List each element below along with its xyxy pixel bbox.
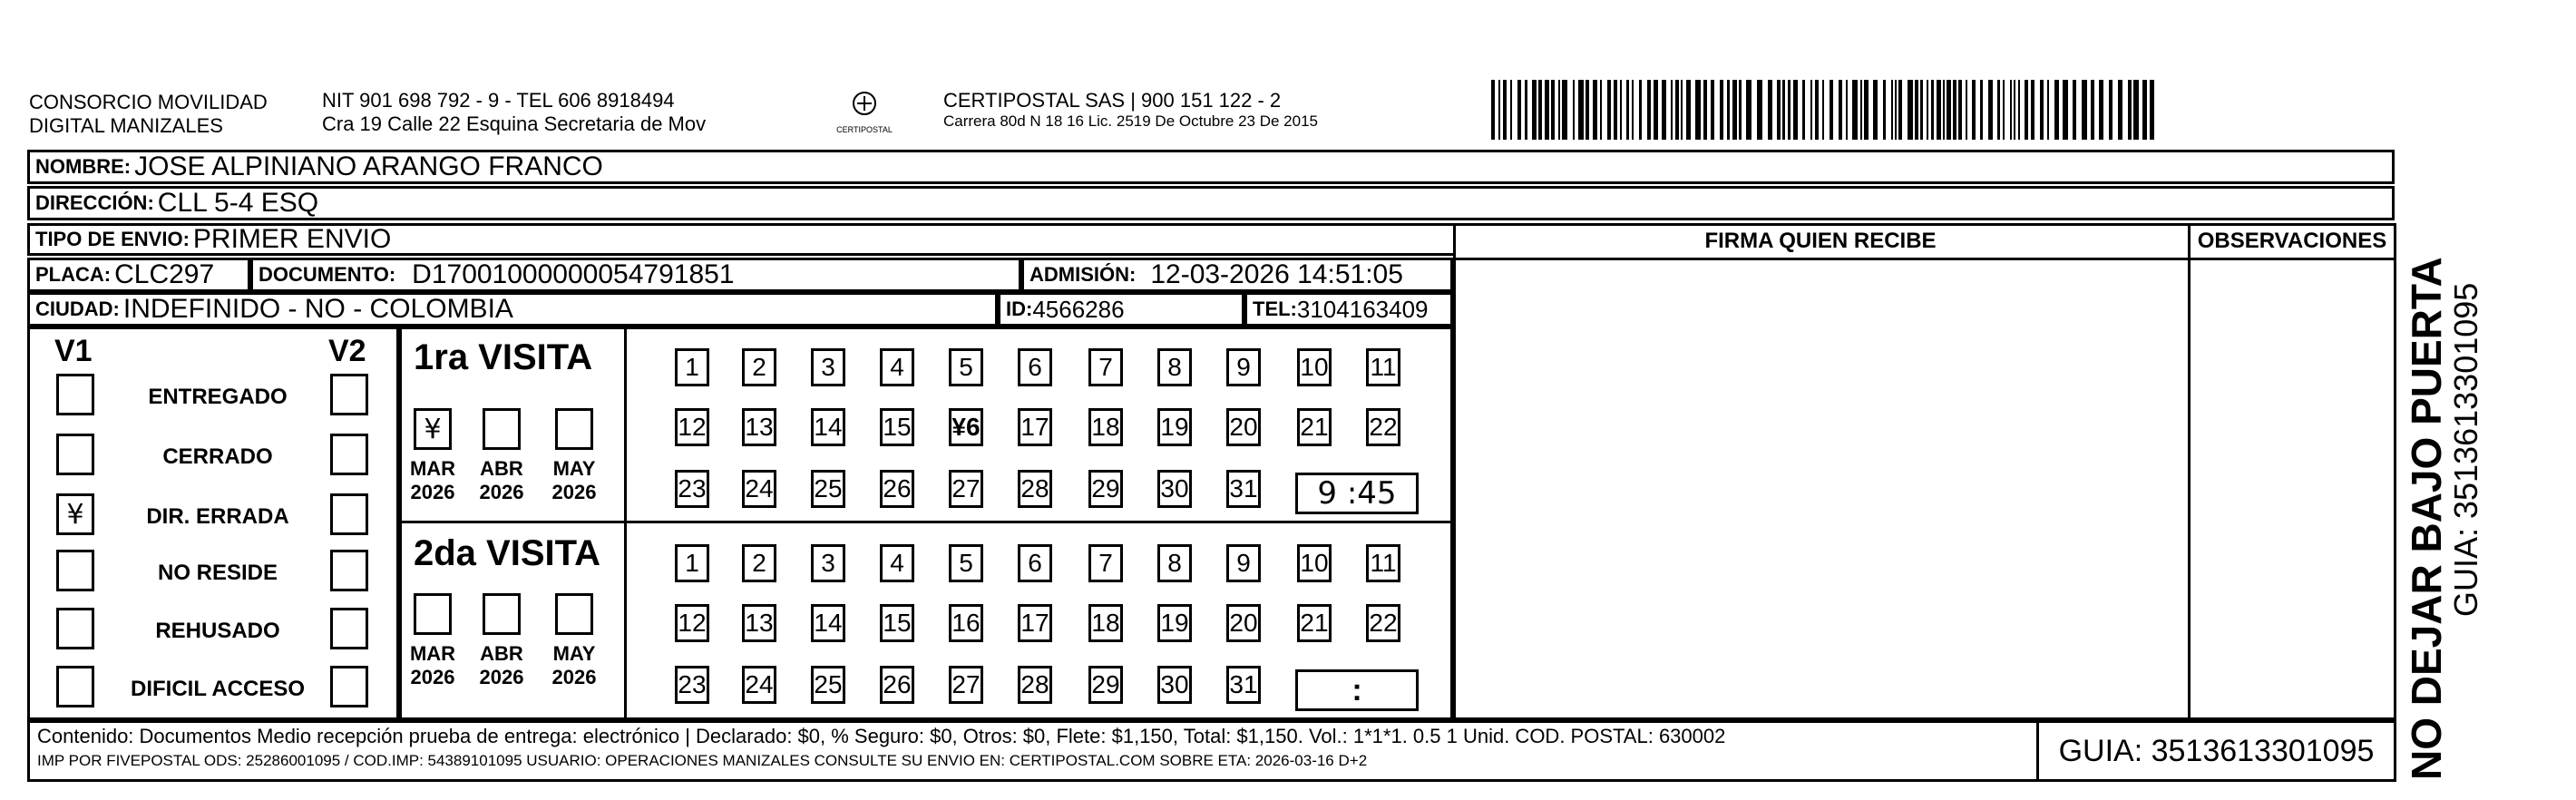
barcode-bar <box>1931 80 1934 140</box>
barcode-bar <box>2031 80 2034 140</box>
day-box[interactable]: 12 <box>675 604 709 642</box>
company-line1: CONSORCIO MOVILIDAD <box>29 91 268 113</box>
barcode-bar <box>1578 80 1584 140</box>
barcode-bar <box>1593 80 1597 140</box>
day-box[interactable]: 25 <box>811 666 845 704</box>
month-name: MAR <box>409 642 456 665</box>
day-box[interactable]: 27 <box>949 666 983 704</box>
day-box[interactable]: 30 <box>1157 666 1192 704</box>
day-box[interactable]: 3 <box>811 544 845 582</box>
day-box[interactable]: 6 <box>1018 348 1052 386</box>
admision-value: 12-03-2026 14:51:05 <box>1150 259 1403 289</box>
ciudad-value: INDEFINIDO - NO - COLOMBIA <box>122 294 513 324</box>
barcode-bar <box>2133 80 2139 140</box>
month-year: 2026 <box>479 481 524 503</box>
id-label: ID: <box>1006 298 1033 320</box>
barcode-bar <box>1891 80 1893 140</box>
barcode-bar <box>2063 80 2068 140</box>
month-checkbox[interactable] <box>555 408 593 450</box>
barcode-bar <box>1937 80 1941 140</box>
month-year: 2026 <box>410 666 455 688</box>
id-cell <box>998 292 1244 327</box>
direccion-label: DIRECCIÓN: <box>35 191 154 214</box>
day-box[interactable]: 15 <box>880 408 914 446</box>
day-box[interactable]: 13 <box>742 408 776 446</box>
barcode-bar <box>2091 80 2094 140</box>
logo-caption: CERTIPOSTAL <box>836 125 893 134</box>
barcode-bar <box>1517 80 1521 140</box>
day-box[interactable]: 16 <box>949 604 983 642</box>
v2-checkbox[interactable] <box>330 666 368 707</box>
day-box[interactable]: 29 <box>1088 470 1123 508</box>
barcode-bar <box>1947 80 1951 140</box>
status-label: ENTREGADO <box>148 385 288 409</box>
day-box[interactable]: 2 <box>742 544 776 582</box>
barcode-bar <box>1600 80 1602 140</box>
barcode-bar <box>1966 80 1967 140</box>
day-box[interactable]: 23 <box>675 666 709 704</box>
barcode-bar <box>1551 80 1555 140</box>
barcode-bar <box>1864 80 1869 140</box>
nit-line: NIT 901 698 792 - 9 - TEL 606 8918494 <box>322 89 675 112</box>
barcode-bar <box>1972 80 1976 140</box>
barcode-bar <box>2014 80 2015 140</box>
status-label: DIFICIL ACCESO <box>130 677 305 701</box>
month-name: ABR <box>480 642 523 665</box>
day-box[interactable]: 7 <box>1088 348 1123 386</box>
day-box[interactable]: 9 <box>1226 544 1261 582</box>
barcode-bar <box>2082 80 2087 140</box>
tel-label: TEL: <box>1253 298 1297 320</box>
barcode-bar <box>1997 80 2000 140</box>
tel-value: 3104163409 <box>1296 295 1429 323</box>
barcode-bar <box>1943 80 1945 140</box>
day-box[interactable]: 28 <box>1018 666 1052 704</box>
month-name: MAR <box>409 457 456 480</box>
month-year: 2026 <box>551 666 597 688</box>
barcode-bar <box>1711 80 1714 140</box>
barcode-bar <box>1703 80 1707 140</box>
barcode-bar <box>1681 80 1683 140</box>
direccion-row <box>27 186 2395 220</box>
barcode-bar <box>2099 80 2103 140</box>
header-divider <box>1453 258 2396 260</box>
month-label <box>546 642 602 689</box>
day-box[interactable]: 1 <box>675 348 709 386</box>
ciudad-cell <box>27 292 998 327</box>
day-box[interactable]: 25 <box>811 470 845 508</box>
day-box[interactable]: 8 <box>1157 544 1192 582</box>
v1-checkbox[interactable] <box>56 374 94 415</box>
day-box[interactable]: 15 <box>880 604 914 642</box>
day-box[interactable]: 30 <box>1157 470 1192 508</box>
day-box[interactable]: 7 <box>1088 544 1123 582</box>
barcode-bar <box>1908 80 1913 140</box>
barcode-bar <box>1727 80 1730 140</box>
barcode-bar <box>2128 80 2132 140</box>
day-box[interactable]: 24 <box>742 470 776 508</box>
nombre-label: NOMBRE: <box>35 155 132 178</box>
nombre-value: JOSE ALPINIANO ARANGO FRANCO <box>134 151 603 181</box>
documento-label: DOCUMENTO: <box>259 263 396 286</box>
day-box[interactable]: 31 <box>1226 470 1261 508</box>
day-box[interactable]: 13 <box>742 604 776 642</box>
day-box[interactable]: 11 <box>1366 544 1400 582</box>
admision-cell <box>1021 258 1453 292</box>
barcode-bar <box>2018 80 2020 140</box>
status-label: NO RESIDE <box>157 561 278 585</box>
documento-cell <box>250 258 1021 292</box>
day-box[interactable]: 26 <box>880 470 914 508</box>
month-year: 2026 <box>410 481 455 503</box>
certi-line2: Carrera 80d N 18 16 Lic. 2519 De Octubre 23 De 2015 <box>943 112 1318 130</box>
barcode <box>1488 80 2168 143</box>
barcode-bar <box>1927 80 1928 140</box>
barcode-bar <box>1815 80 1819 140</box>
barcode-bar <box>1662 80 1666 140</box>
month-checkbox[interactable] <box>555 593 593 635</box>
barcode-bar <box>2025 80 2028 140</box>
day-box[interactable]: 5 <box>949 544 983 582</box>
month-checkbox[interactable] <box>483 408 521 450</box>
v2-checkbox[interactable] <box>330 434 368 475</box>
barcode-bar <box>2142 80 2147 140</box>
barcode-bar <box>1632 80 1634 140</box>
day-box[interactable]: 29 <box>1088 666 1123 704</box>
day-box[interactable]: 2 <box>742 348 776 386</box>
visit-divider <box>624 327 627 720</box>
barcode-bar <box>1732 80 1737 140</box>
barcode-bar <box>1686 80 1691 140</box>
observaciones-header: OBSERVACIONES <box>2197 229 2387 253</box>
day-box[interactable]: 12 <box>675 408 709 446</box>
month-label <box>546 457 602 504</box>
barcode-bar <box>1695 80 1701 140</box>
day-box[interactable]: 19 <box>1157 408 1192 446</box>
barcode-bar <box>1793 80 1798 140</box>
status-label: DIR. ERRADA <box>146 504 289 529</box>
day-box[interactable]: 19 <box>1157 604 1192 642</box>
day-box[interactable]: 22 <box>1366 604 1400 642</box>
signature-area <box>1453 223 2396 720</box>
day-box[interactable]: 9 <box>1226 348 1261 386</box>
month-label <box>473 457 530 504</box>
certipostal-logo <box>833 87 896 143</box>
barcode-bar <box>1671 80 1673 140</box>
barcode-bar <box>1586 80 1589 140</box>
barcode-bar <box>1573 80 1575 140</box>
certipostal-info <box>943 89 1318 131</box>
day-box[interactable]: 17 <box>1018 408 1052 446</box>
day-box[interactable]: 24 <box>742 666 776 704</box>
barcode-bar <box>2150 80 2154 140</box>
barcode-bar <box>1532 80 1537 140</box>
day-box[interactable]: 8 <box>1157 348 1192 386</box>
month-checkbox[interactable] <box>483 593 521 635</box>
barcode-bar <box>2054 80 2059 140</box>
status-label: CERRADO <box>162 444 273 469</box>
day-box[interactable]: 4 <box>880 348 914 386</box>
barcode-bar <box>1503 80 1507 140</box>
visit2-time[interactable]: : <box>1295 669 1419 711</box>
barcode-bar <box>1654 80 1658 140</box>
barcode-bar <box>1782 80 1785 140</box>
barcode-bar <box>1538 80 1542 140</box>
day-box[interactable]: 22 <box>1366 408 1400 446</box>
barcode-bar <box>1720 80 1723 140</box>
tel-cell <box>1244 292 1453 327</box>
visit2-title: 2da VISITA <box>414 533 600 573</box>
barcode-bar <box>1988 80 1993 140</box>
visit1-title: 1ra VISITA <box>414 337 593 377</box>
barcode-bar <box>2073 80 2076 140</box>
tipo-envio-row <box>27 223 1456 256</box>
ciudad-label: CIUDAD: <box>35 298 120 320</box>
barcode-bar <box>1852 80 1858 140</box>
barcode-bar <box>1802 80 1805 140</box>
month-name: ABR <box>480 457 523 480</box>
barcode-bar <box>1980 80 1983 140</box>
month-year: 2026 <box>479 666 524 688</box>
v1-checkbox[interactable] <box>56 608 94 649</box>
v1-checkbox[interactable] <box>56 666 94 707</box>
documento-value: D17001000000054791851 <box>412 259 735 289</box>
address-line: Cra 19 Calle 22 Esquina Secretaria de Mov <box>322 112 707 135</box>
day-box[interactable]: 27 <box>949 470 983 508</box>
barcode-bar <box>1757 80 1762 140</box>
day-box[interactable]: 28 <box>1018 470 1052 508</box>
day-box[interactable]: 18 <box>1088 408 1123 446</box>
barcode-bar <box>1895 80 1897 140</box>
barcode-bar <box>1810 80 1812 140</box>
barcode-bar <box>1953 80 1956 140</box>
barcode-bar <box>1510 80 1512 140</box>
nombre-row <box>27 150 2395 184</box>
barcode-bar <box>1873 80 1878 140</box>
day-box[interactable]: 5 <box>949 348 983 386</box>
placa-label: PLACA: <box>35 263 112 286</box>
barcode-bar <box>1920 80 1923 140</box>
barcode-bar <box>1839 80 1842 140</box>
day-box[interactable]: ¥6 <box>949 408 983 446</box>
barcode-bar <box>2003 80 2005 140</box>
month-label <box>405 457 461 504</box>
id-value: 4566286 <box>1032 295 1125 323</box>
barcode-bar <box>1525 80 1527 140</box>
barcode-bar <box>1788 80 1791 140</box>
barcode-bar <box>1647 80 1651 140</box>
month-label <box>405 642 461 689</box>
side-warning: NO DEJAR BAJO PUERTA <box>2403 257 2450 780</box>
status-label: REHUSADO <box>155 619 280 643</box>
barcode-bar <box>1614 80 1617 140</box>
direccion-value: CLL 5-4 ESQ <box>157 188 319 218</box>
v2-header: V2 <box>328 334 366 368</box>
barcode-bar <box>1491 80 1495 140</box>
day-box[interactable]: 18 <box>1088 604 1123 642</box>
firma-header: FIRMA QUIEN RECIBE <box>1704 229 1937 253</box>
day-box[interactable]: 1 <box>675 544 709 582</box>
day-box[interactable]: 10 <box>1297 544 1332 582</box>
barcode-bar <box>1562 80 1567 140</box>
certi-line1: CERTIPOSTAL SAS | 900 151 122 - 2 <box>943 89 1282 112</box>
barcode-bar <box>1675 80 1679 140</box>
tipo-label: TIPO DE ENVIO: <box>35 228 190 250</box>
month-checkbox[interactable]: ¥ <box>414 408 452 450</box>
barcode-bar <box>1626 80 1629 140</box>
barcode-bar <box>1558 80 1560 140</box>
footer-guia: GUIA: 3513613301095 <box>2039 720 2396 782</box>
barcode-bar <box>2118 80 2122 140</box>
barcode-bar <box>1915 80 1918 140</box>
barcode-bar <box>1777 80 1781 140</box>
barcode-bar <box>2040 80 2044 140</box>
v1-checkbox[interactable]: ¥ <box>56 493 94 535</box>
day-box[interactable]: 23 <box>675 470 709 508</box>
day-box[interactable]: 3 <box>811 348 845 386</box>
day-box[interactable]: 6 <box>1018 544 1052 582</box>
barcode-bar <box>1545 80 1549 140</box>
v2-checkbox[interactable] <box>330 608 368 649</box>
day-box[interactable]: 21 <box>1297 604 1332 642</box>
day-box[interactable]: 10 <box>1297 348 1332 386</box>
barcode-bar <box>1822 80 1824 140</box>
v2-checkbox[interactable] <box>330 550 368 591</box>
barcode-bar <box>1860 80 1862 140</box>
month-name: MAY <box>552 457 596 480</box>
day-box[interactable]: 21 <box>1297 408 1332 446</box>
day-box[interactable]: 20 <box>1226 604 1261 642</box>
v1-header: V1 <box>54 334 93 368</box>
v1-checkbox[interactable] <box>56 434 94 475</box>
day-box[interactable]: 14 <box>811 408 845 446</box>
company-name <box>29 91 268 138</box>
month-label <box>473 642 530 689</box>
barcode-bar <box>1498 80 1500 140</box>
tipo-value: PRIMER ENVIO <box>192 224 392 254</box>
barcode-bar <box>1898 80 1902 140</box>
barcode-bar <box>1830 80 1833 140</box>
barcode-bar <box>1746 80 1751 140</box>
day-box[interactable]: 14 <box>811 604 845 642</box>
visit1-time[interactable]: 9 :45 <box>1295 473 1419 514</box>
day-box[interactable]: 11 <box>1366 348 1400 386</box>
company-line2: DIGITAL MANIZALES <box>29 114 223 137</box>
barcode-bar <box>1846 80 1848 140</box>
day-box[interactable]: 26 <box>880 666 914 704</box>
obs-divider <box>2188 223 2191 720</box>
barcode-bar <box>1639 80 1642 140</box>
admision-label: ADMISIÓN: <box>1029 263 1137 286</box>
placa-cell <box>27 258 250 292</box>
barcode-bar <box>1883 80 1886 140</box>
barcode-bar <box>2010 80 2012 140</box>
barcode-bar <box>1768 80 1772 140</box>
day-box[interactable]: 31 <box>1226 666 1261 704</box>
month-checkbox[interactable] <box>414 593 452 635</box>
barcode-bar <box>2109 80 2113 140</box>
barcode-bar <box>1620 80 1622 140</box>
day-box[interactable]: 17 <box>1018 604 1052 642</box>
footer-info <box>27 720 2039 782</box>
side-guia: GUIA: 3513613301095 <box>2447 282 2484 617</box>
v2-checkbox[interactable] <box>330 374 368 415</box>
v1-checkbox[interactable] <box>56 550 94 591</box>
v2-checkbox[interactable] <box>330 493 368 535</box>
placa-value: CLC297 <box>114 259 215 289</box>
day-box[interactable]: 20 <box>1226 408 1261 446</box>
footer-line2: IMP POR FIVEPOSTAL ODS: 25286001095 / COD.IMP: 54389101095 USUARIO: OPERACIONES MANIZALES CONSULTE SU ENVIO EN: CERTIPOSTAL.COM SOBRE ETA: 2026-03-16 D+2 <box>37 752 1368 769</box>
barcode-bar <box>2047 80 2049 140</box>
footer-line1: Contenido: Documentos Medio recepción prueba de entrega: electrónico | Declarado: $0, % Seguro: $0, Otros: $0, Flete: $1,150, Total: $1,150. Vol.: 1*1*1. 0.5 1 Unid. COD. POSTAL: 630002 <box>37 725 1726 747</box>
company-contact <box>322 89 706 136</box>
month-name: MAY <box>552 642 596 665</box>
barcode-bar <box>1739 80 1742 140</box>
day-box[interactable]: 4 <box>880 544 914 582</box>
month-year: 2026 <box>551 481 597 503</box>
barcode-bar <box>1958 80 1962 140</box>
barcode-bar <box>1607 80 1611 140</box>
